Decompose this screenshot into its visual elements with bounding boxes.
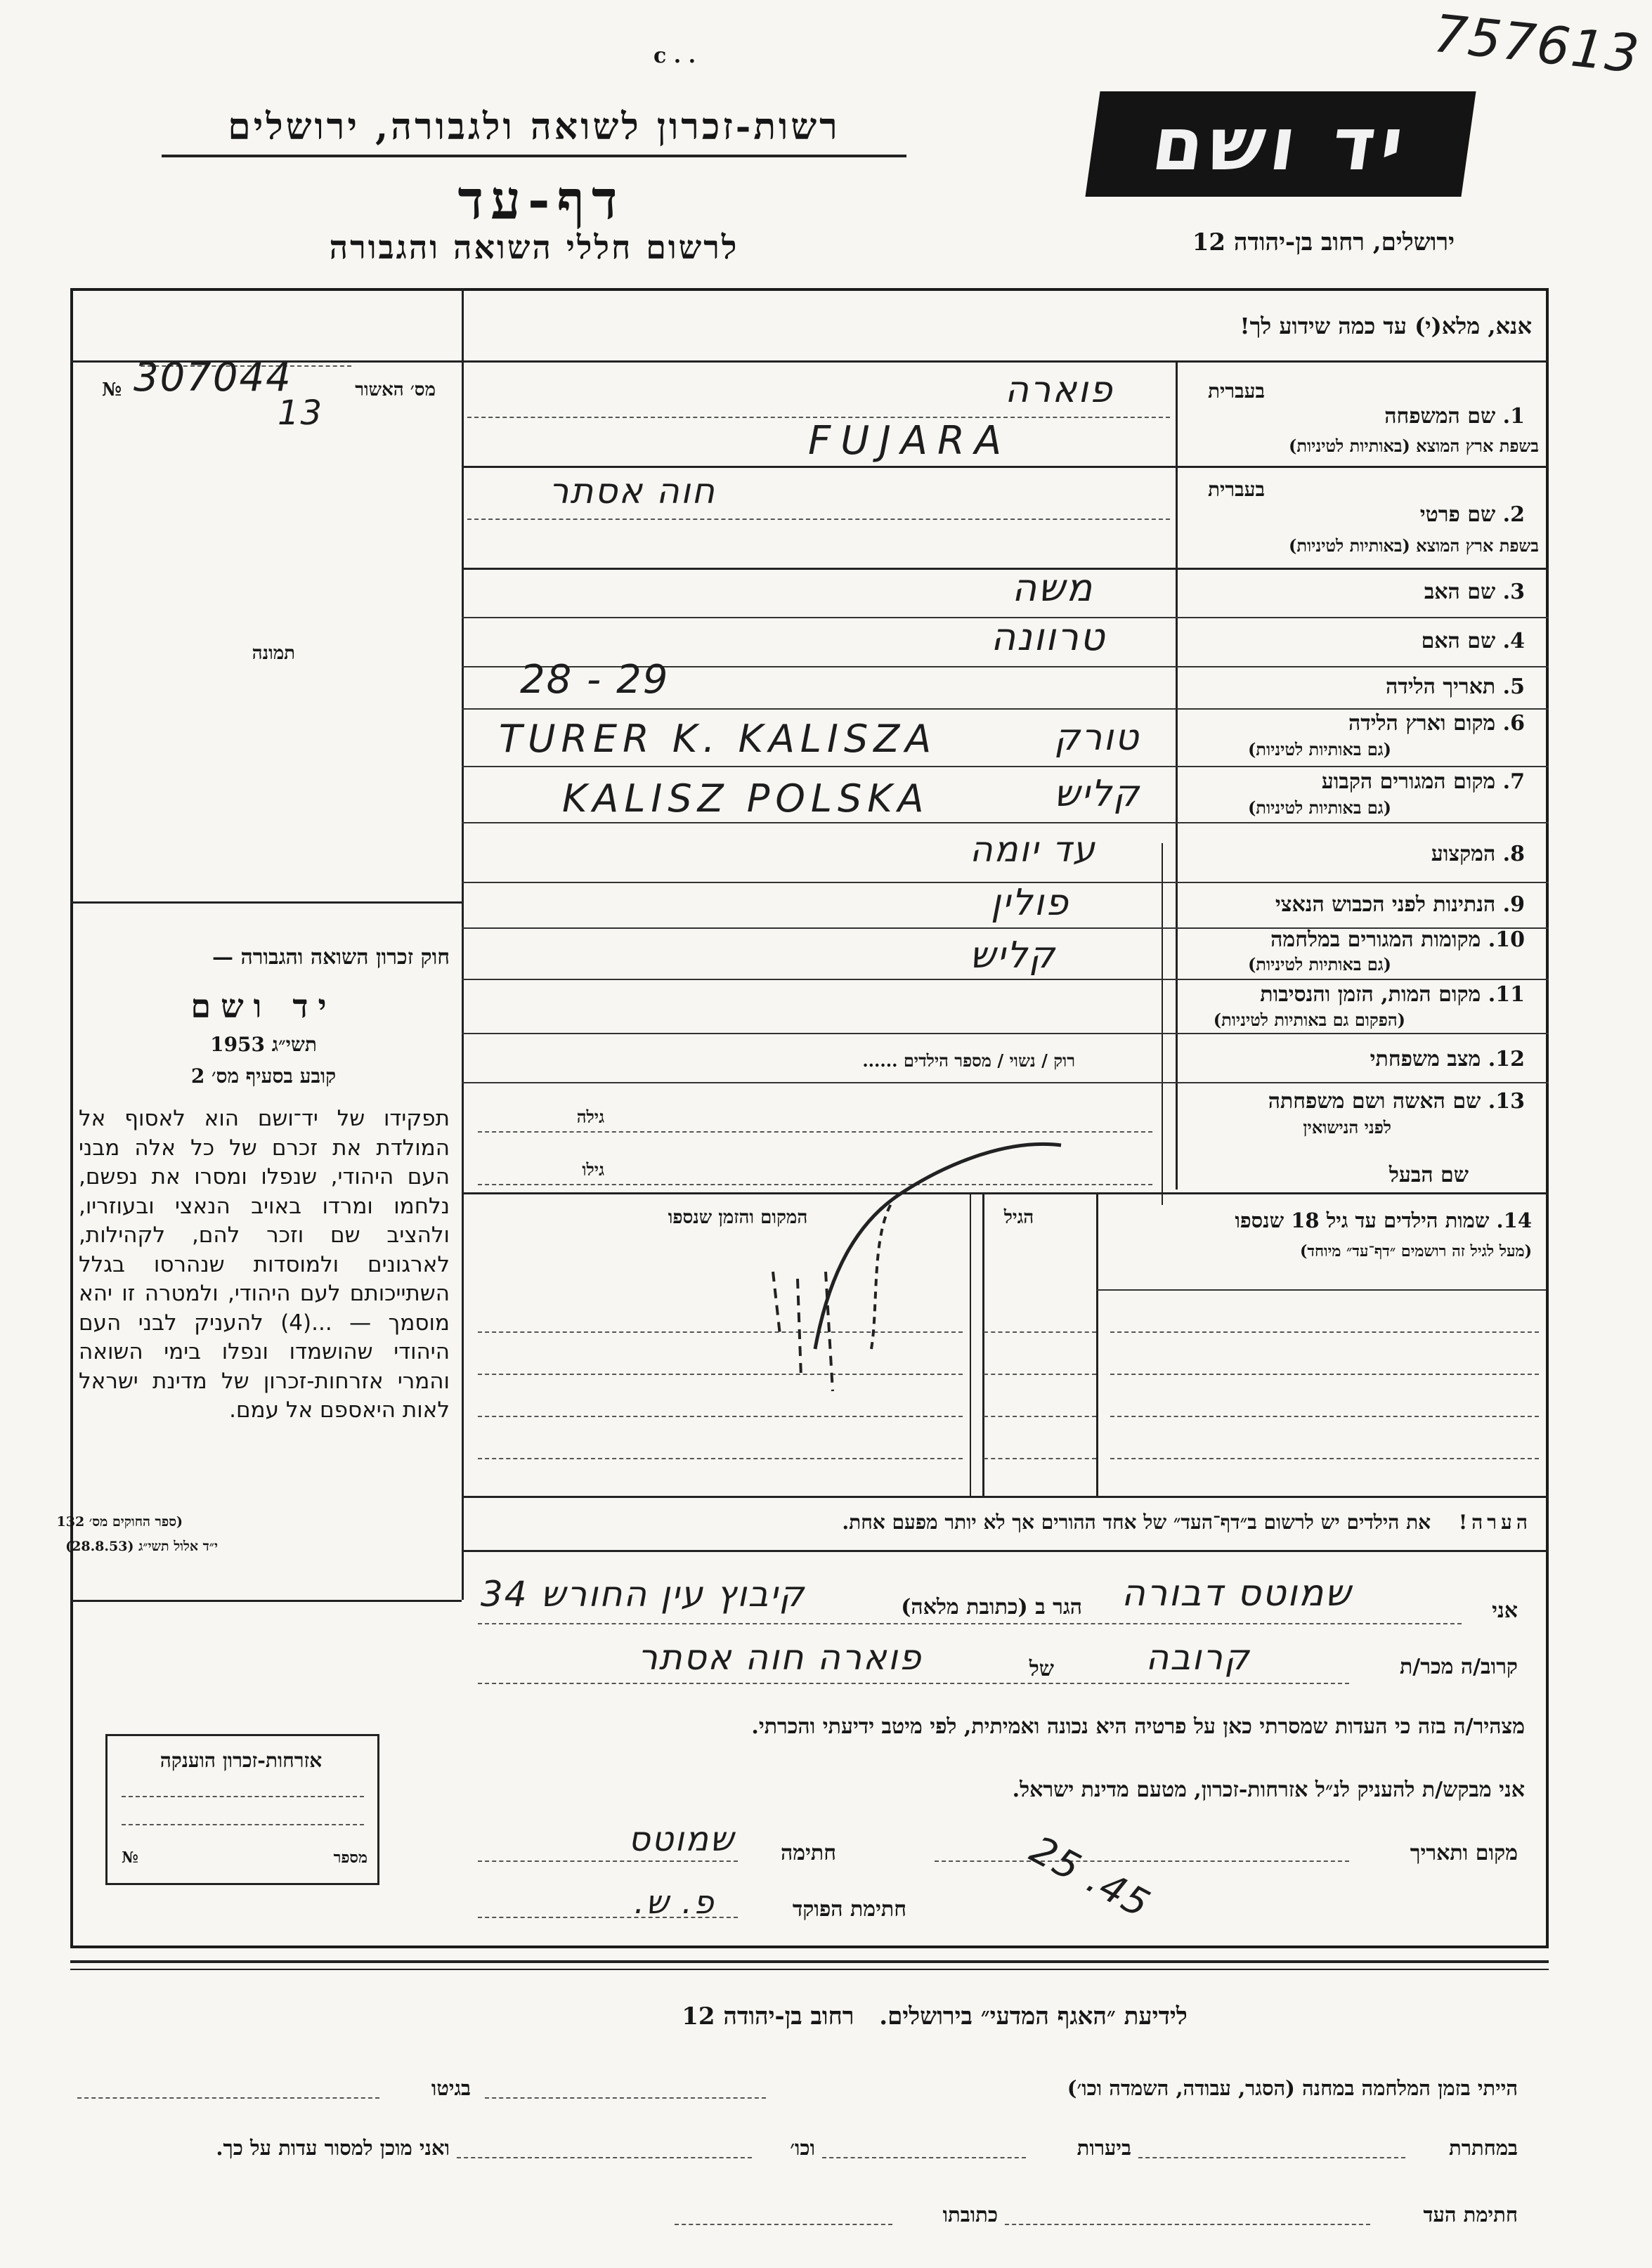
field-7-label-text: מקום המגורים הקבוע (1321, 769, 1496, 794)
cert-line-2 (122, 1824, 364, 1825)
bottom-address: רחוב בן-יהודה 12 (682, 2002, 854, 2031)
decl-signature-line (478, 1860, 738, 1862)
file-number-label: מס׳ האשור (355, 379, 436, 400)
bottom-line3-b: כתובתו (942, 2203, 998, 2227)
certificate-box (105, 1734, 379, 1885)
bottom-line3-fill-2 (675, 2224, 892, 2225)
field-7-label (1188, 769, 1525, 794)
field-3-value: משה (1012, 566, 1094, 610)
field-6-num: 6. (1502, 711, 1525, 736)
field-7-value-hebrew: קליש (1054, 773, 1140, 815)
field-13-label (1188, 1089, 1525, 1114)
children-row-3 (1110, 1416, 1539, 1417)
field-8-value: עד יומה (970, 829, 1096, 870)
bottom-line1-a: הייתי בזמן המלחמה במחנה (הסגר, עבודה, השמדה וכו׳) (1067, 2076, 1518, 2100)
field-1-sub: בשפת ארץ המוצא (באותיות לטיניות) (1289, 436, 1539, 456)
authority-line: רשות-זכרון לשואה ולגבורה, ירושלים (228, 105, 840, 148)
children-sub: (מעל לגיל זה רושמים ״דף־עד״ מיוחד) (1299, 1242, 1532, 1260)
decl-place-date-label: מקום ותאריך (1410, 1841, 1518, 1865)
law-ref1: (ספר החוקים מס׳ 132 (56, 1514, 183, 1530)
left-panel-bottom-line (70, 1600, 462, 1602)
law-year: תשי״ג 1953 (210, 1033, 317, 1056)
row-5-line (462, 708, 1549, 710)
children-col-age: הגיל (1003, 1207, 1034, 1228)
decl-place-line (935, 1860, 1349, 1862)
field-1-value-latin: FUJARA (808, 418, 1012, 464)
file-number-extra: 13 (278, 393, 324, 433)
decl-residing: הגר ב (כתובת מלאה) (901, 1595, 1082, 1619)
certificate-number-symbol: № (122, 1849, 138, 1867)
field-8-num: 8. (1502, 842, 1525, 866)
note-bottom-line (462, 1550, 1549, 1552)
cert-line-1 (122, 1796, 364, 1797)
logo-text: יד ושם (1147, 101, 1414, 187)
bottom-line3-a: חתימת העד (1423, 2203, 1518, 2227)
field-5-label (1188, 674, 1525, 699)
field-1-label (1188, 404, 1525, 429)
field-9-value: פולין (991, 882, 1069, 924)
decl-relative-label: קרוב/ה מכר/ת (1399, 1655, 1518, 1679)
law-name: יד ושם (190, 987, 337, 1025)
decl-i-label: אני (1492, 1598, 1518, 1623)
field-12-label (1188, 1047, 1525, 1071)
decl-officer-line (478, 1917, 738, 1918)
field-9-label-text: הנתינות לפני הכבוש הנאצי (1275, 892, 1496, 917)
field-3-label-text: שם האב (1424, 580, 1496, 604)
bottom-line2-fill-3 (457, 2157, 752, 2158)
note-label: הערה! (1458, 1511, 1532, 1534)
decl-officer-label: חתימת הפוקד (792, 1897, 906, 1922)
field-12-options: רוק / נשוי / מספר הילדים ...... (862, 1050, 1075, 1071)
yad-vashem-logo (1085, 91, 1476, 197)
field-11-label (1188, 982, 1525, 1007)
decl-address-value: קיבוץ עין החורש 34 (480, 1574, 806, 1615)
field-1-label-text: שם המשפחה (1384, 404, 1496, 429)
field-6-label-text: מקום וארץ הלידה (1348, 711, 1496, 736)
law-clause: קובע בסעיף מס׳ 2 (190, 1064, 337, 1088)
children-row-2 (1110, 1374, 1539, 1375)
bottom-line2-fill-1 (1138, 2157, 1405, 2158)
decl-stamp: 25 .45 (1022, 1827, 1158, 1927)
children-row-4 (1110, 1458, 1539, 1459)
bottom-section-line-2 (70, 1969, 1549, 1970)
children-bottom-line (462, 1496, 1549, 1498)
small-mark: c . . (653, 44, 696, 68)
certificate-number-label: מספר (333, 1849, 368, 1867)
field-1-tag: בעברית (1207, 379, 1265, 403)
bottom-title-row (436, 2002, 1433, 2031)
certificate-title: אזרחות-זכרון הוענקה (160, 1749, 323, 1772)
row-10-line (462, 979, 1549, 980)
field-2-value-hebrew: חוה אסתר (549, 471, 716, 511)
field-13-note: גילה (576, 1107, 604, 1127)
field-13-label-text: שם האשה ושם משפחתה (1268, 1089, 1481, 1114)
intro-text: אנא, מלא(י) עד כמה שידוע לך! (1240, 313, 1532, 339)
field-5-label-text: תאריך הלידה (1386, 674, 1496, 699)
decl-line-1 (478, 1623, 1462, 1624)
children-label (1117, 1208, 1532, 1233)
children-header-line (1096, 1289, 1546, 1291)
header-address: ירושלים, רחוב בן-יהודה 12 (1192, 228, 1455, 256)
field-6-value: TURER K. KALISZA (499, 717, 937, 761)
bottom-line1-fill (485, 2097, 766, 2099)
field-4-num: 4. (1502, 629, 1525, 653)
age-row-4 (984, 1458, 1096, 1459)
authority-underline (162, 155, 906, 157)
field-7-num: 7. (1502, 769, 1525, 794)
field-2-label-text: שם פרטי (1419, 502, 1496, 527)
decl-officer-signature: פ. ש. (634, 1883, 715, 1921)
children-label-text: שמות הילדים עד גיל 18 שנספו (1235, 1208, 1490, 1232)
form-subtitle: לרשום חללי השואה והגבורה (329, 228, 739, 266)
law-text: תפקידו של יד־ושם הוא לאסוף אל המולדת את זכרם של כל אלה מבני העם היהודי, שנפלו ומסרו את נפשם, נלחמו ומרדו באויב הנאצי ובעוזריו, ולהציב שם וזכר להם, לקהילות, לארגונים ולמוסדות שנהרסו בגלל השתייכותם לעם היהודי, ולמטרה זו יהא מוסמך — ...(4) להעניק לבני העם היהודי שהושמדו ונפלו בימי השואה והמרי אזרחות-זכרון של מדינת ישראל לאות היאספם אל עמם. (79, 1106, 450, 1423)
decl-deceased-name: פוארה חוה אסתר (637, 1637, 923, 1678)
photo-label: תמונה (252, 643, 295, 664)
field-3-num: 3. (1502, 580, 1525, 604)
field-6-label (1188, 711, 1525, 736)
field-5-value: 28 - 29 (520, 657, 670, 703)
field-4-label (1188, 629, 1525, 653)
field-8-label (1188, 842, 1525, 866)
field-12-num: 12. (1488, 1047, 1525, 1071)
archive-number: 757613 (1431, 3, 1644, 86)
bottom-line3-fill-1 (1005, 2224, 1370, 2225)
field-10-value: קליש (970, 934, 1056, 977)
field-husband-note: גילו (582, 1159, 604, 1180)
field-11-sub: (הפקום גם באותיות לטיניות) (1213, 1010, 1405, 1030)
bottom-line1-b: בגיטו (431, 2076, 471, 2100)
field-2-num: 2. (1502, 502, 1525, 527)
row-1-line (462, 466, 1549, 468)
field-9-num: 9. (1502, 892, 1525, 917)
decl-statement: מצהיר/ה בזה כי העדות שמסרתי כאן על פרטיה היא נכונה ואמיתית, לפי מיטב ידיעתי והכרתי. (751, 1714, 1525, 1739)
field-10-label (1188, 927, 1525, 952)
bottom-line2-d: ואני מוכן למסור עדות על כך. (216, 2136, 450, 2160)
field-6-value-hebrew: טורק (1054, 717, 1140, 759)
row-12-line (462, 1082, 1549, 1083)
field-13-sub: לפני הנישואין (1303, 1117, 1391, 1138)
intro-row-line (462, 360, 1549, 363)
bottom-title: לידיעת ״האגף המדעי״ בירושלים. (879, 2002, 1188, 2031)
field-7-sub: (גם באותיות לטיניות) (1247, 797, 1391, 818)
field-6-sub: (גם באותיות לטיניות) (1247, 739, 1391, 760)
field-11-num: 11. (1488, 982, 1525, 1007)
bottom-line1-fill-2 (77, 2097, 379, 2099)
bottom-section-line-1 (70, 1960, 1549, 1963)
decl-line-2 (478, 1683, 1349, 1684)
note-text: את הילדים יש לרשום ב״דף־העד״ של אחד ההורים אך לא יותר מפעם אחת. (842, 1511, 1431, 1534)
bottom-line2-fill-2 (822, 2157, 1026, 2158)
file-number-cell (70, 288, 462, 358)
decl-signature: שמוטס (628, 1820, 735, 1859)
form-title: דף-עד (457, 169, 625, 231)
field-12-label-text: מצב משפחתי (1370, 1047, 1481, 1071)
file-number-value: 307044 (134, 355, 292, 400)
children-col-place: המקום והזמן שנספו (668, 1207, 808, 1228)
label-column-divider-2 (1162, 843, 1163, 1205)
row-2-line (462, 568, 1549, 570)
row-6-line (462, 766, 1549, 767)
law-ref2: י״ד אלול תשי״ג (28.8.53) (65, 1539, 218, 1554)
decl-of-label: של (1029, 1657, 1054, 1681)
children-divider-1 (1096, 1192, 1098, 1496)
field-2-sub: בשפת ארץ המוצא (באותיות לטיניות) (1289, 535, 1539, 556)
field-11-label-text: מקום המות, הזמן והנסיבות (1260, 982, 1481, 1007)
field-2-mid-line (467, 519, 1170, 520)
file-number-symbol: № (102, 379, 122, 400)
decl-signature-label: חתימה (781, 1841, 836, 1865)
decl-witness-name: שמוטס דבורה (1121, 1572, 1353, 1615)
field-3-label (1188, 580, 1525, 604)
field-9-label (1188, 892, 1525, 917)
field-2-label (1188, 502, 1525, 527)
law-title: חוק זכרון השואה והגבורה — (212, 945, 450, 970)
decl-request: אני מבקש/ת להעניק לנ״ל אזרחות-זכרון, מטעם מדינת ישראל. (1012, 1778, 1525, 1802)
left-column-divider (462, 288, 464, 1600)
field-13-num: 13. (1488, 1089, 1525, 1114)
field-1-value-hebrew: פוארה (1005, 369, 1114, 411)
field-10-num: 10. (1488, 927, 1525, 952)
field-4-value: טרוונה (991, 615, 1106, 659)
photo-row-line (70, 901, 462, 904)
place-row-4 (478, 1458, 963, 1459)
field-10-label-text: מקומות המגורים במלחמה (1270, 927, 1481, 952)
field-5-num: 5. (1502, 674, 1525, 699)
row-11-line (462, 1033, 1549, 1034)
field-husband-label: שם הבעל (1388, 1163, 1469, 1187)
field-2-tag: בעברית (1207, 478, 1265, 501)
field-1-num: 1. (1502, 404, 1525, 429)
bottom-line2-b: ביערות (1077, 2136, 1131, 2160)
bottom-line2-a: במחתרת (1449, 2136, 1518, 2160)
row-7-line (462, 822, 1549, 823)
bottom-line2-c: וכו׳ (790, 2136, 815, 2160)
decl-relation: קרובה (1145, 1637, 1251, 1678)
children-row-1 (1110, 1331, 1539, 1333)
handwritten-scribble (731, 1096, 1096, 1419)
field-4-label-text: שם האם (1421, 629, 1496, 653)
children-num: 14. (1496, 1208, 1532, 1232)
label-column-divider (1176, 360, 1178, 1190)
field-8-label-text: המקצוע (1431, 842, 1496, 866)
note-row (478, 1511, 1532, 1534)
field-10-sub: (גם באותיות לטיניות) (1247, 954, 1391, 975)
field-7-value: KALISZ POLSKA (562, 776, 930, 821)
